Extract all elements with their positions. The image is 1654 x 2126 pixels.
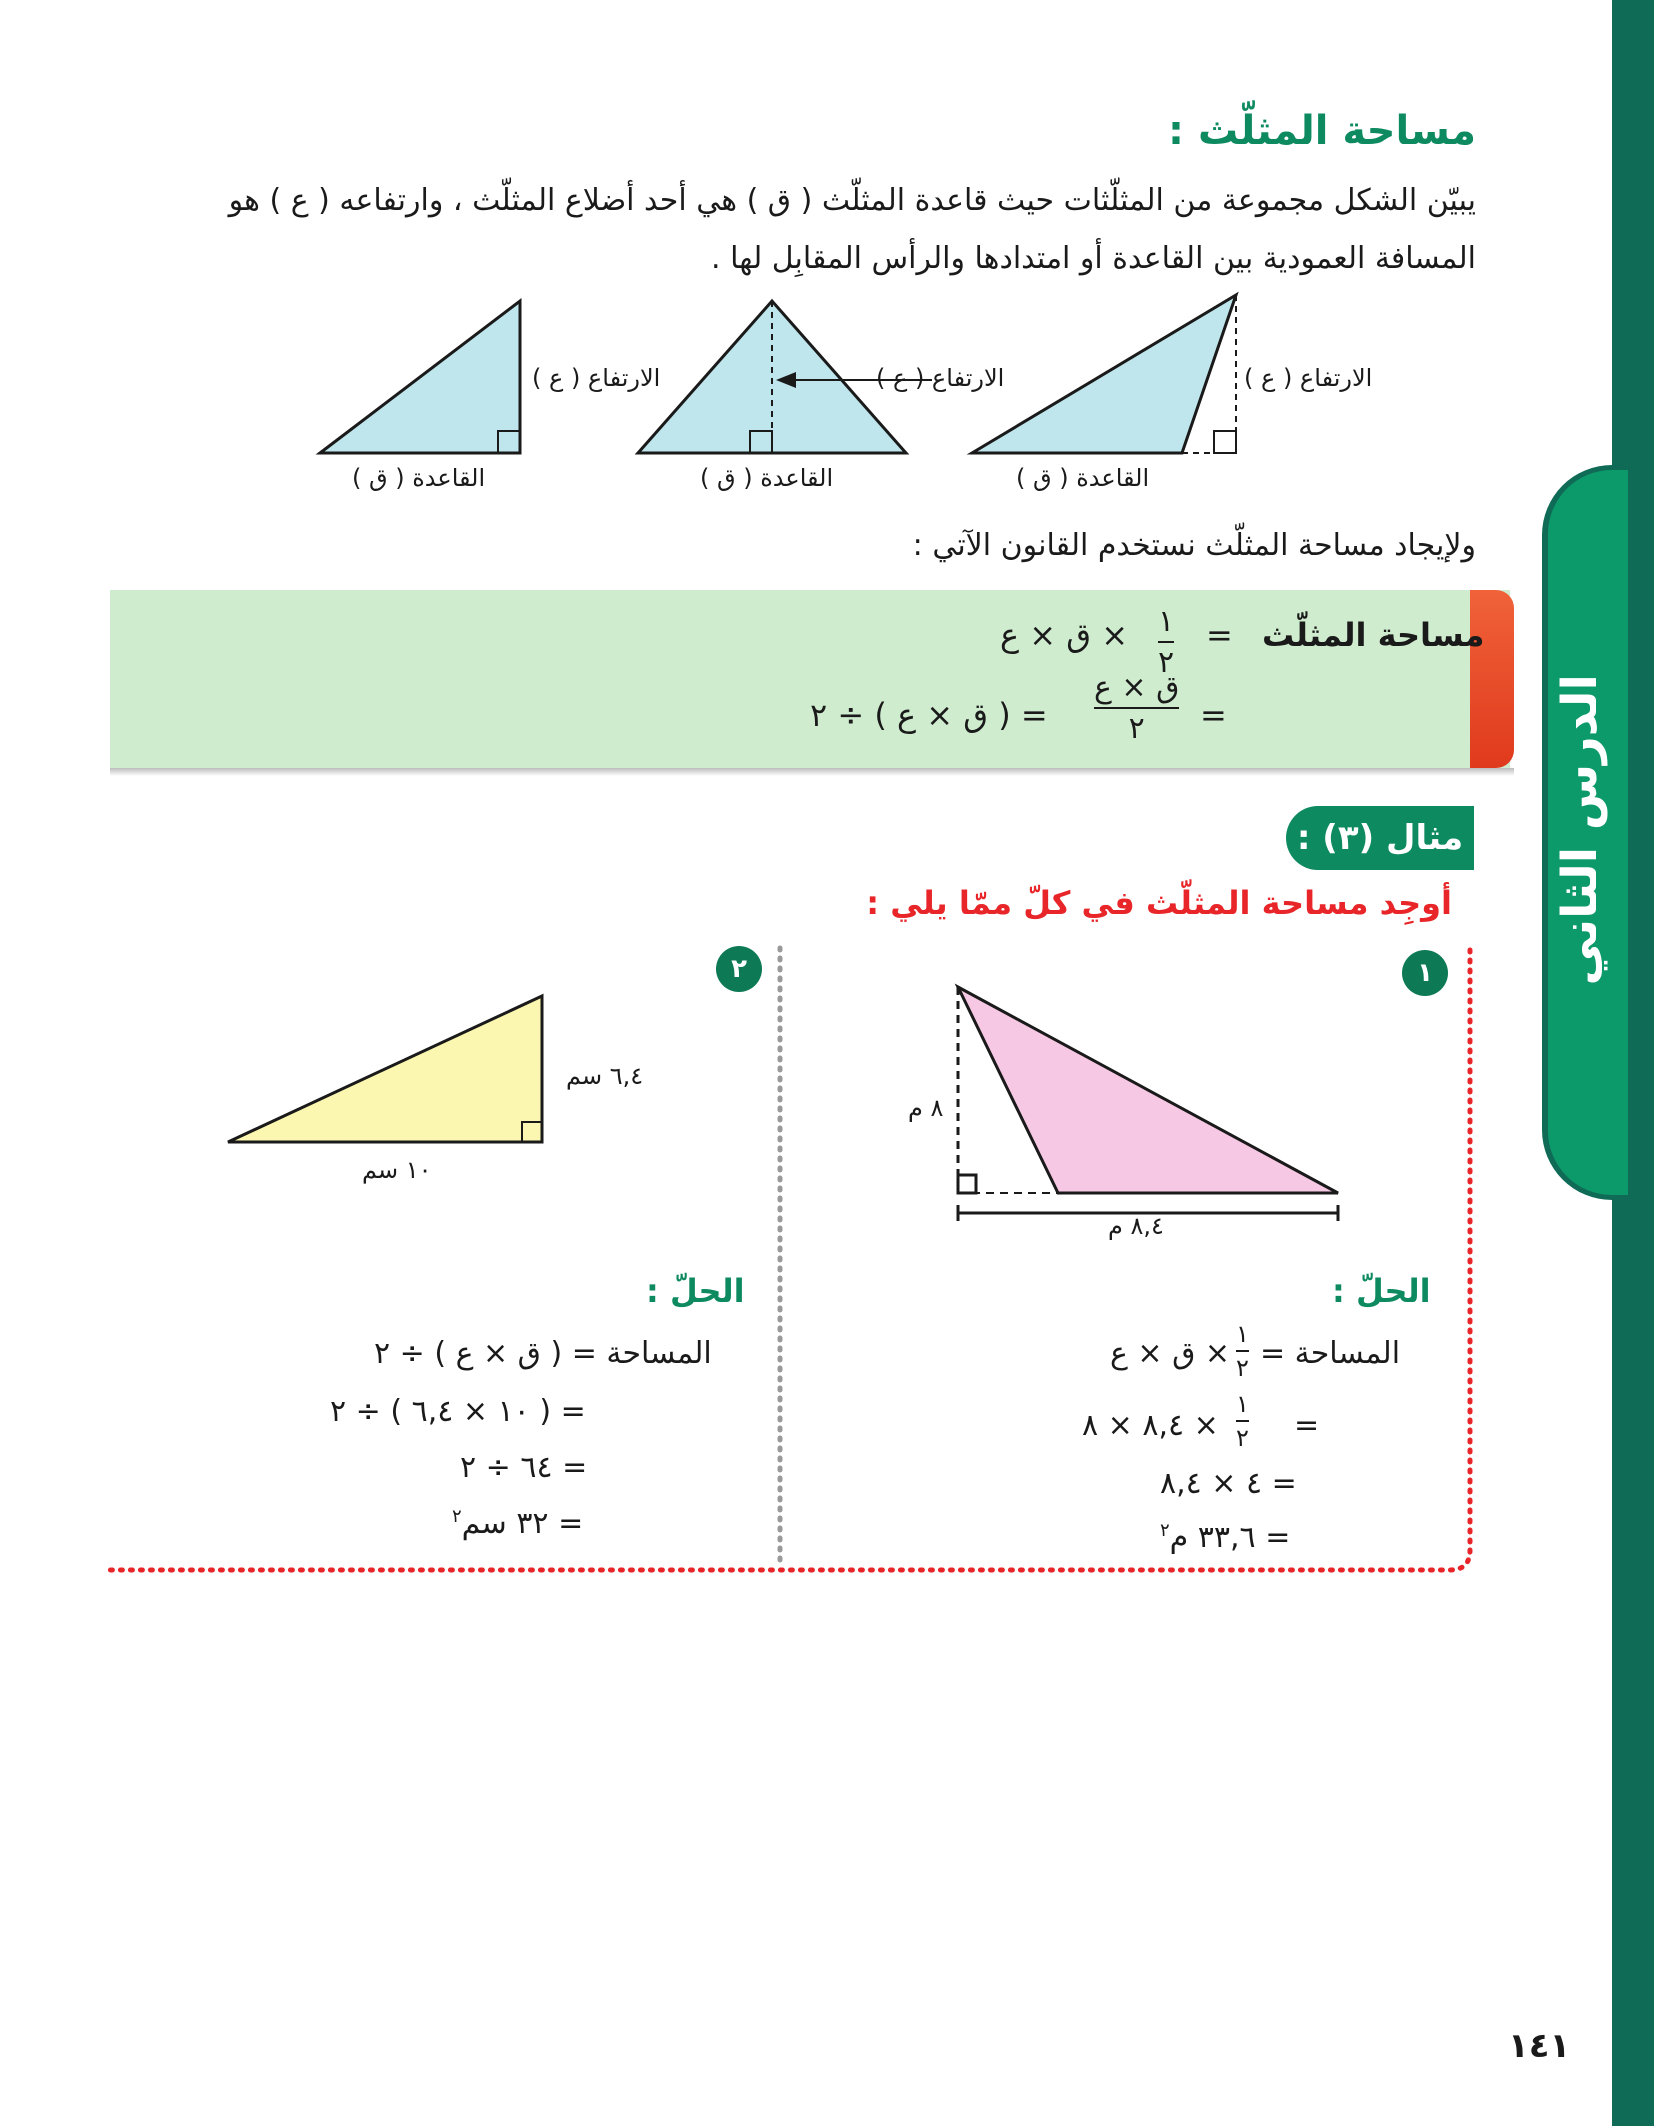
page-number: ١٤١ <box>1508 2026 1571 2066</box>
problem-1-line2-eq: = <box>1294 1408 1320 1443</box>
t1-height-label: الارتفاع ( ع ) <box>532 364 661 392</box>
triangle-obtuse <box>972 295 1236 453</box>
problem-1-line1-suffix: × ق × ع <box>1110 1336 1231 1371</box>
problem-1-solution-title: الحلّ : <box>1332 1272 1431 1310</box>
problem-1-line4: = ٣٣,٦ م$^٢$ <box>1160 1520 1291 1555</box>
problem-1-line2-half: ١ ٢ <box>1236 1390 1249 1452</box>
intro-paragraph: يبيّن الشكل مجموعة من المثلّثات حيث قاعدة المثلّث ( ق ) هي أحد أضلاع المثلّث ، وارتفاعه ( ع ) هو المسافة العمودية بين القاعدة أو امتدادها والرأس المقابِل لها . <box>228 183 1476 276</box>
t2-base-label: القاعدة ( ق ) <box>700 464 834 492</box>
t2-height-label: الارتفاع ( ع ) <box>876 364 1005 392</box>
formula-eq-2: = <box>1200 696 1227 734</box>
problem-2-base-label: ١٠ سم <box>362 1156 432 1184</box>
t3-base-label: القاعدة ( ق ) <box>1016 464 1150 492</box>
problem-2-line4: = ٣٢ سم$^٢$ <box>452 1506 584 1541</box>
problem-1-line2: × ٨,٤ × ٨ <box>1082 1408 1219 1443</box>
formula-fraction: ق × ع ٢ <box>1094 670 1180 746</box>
formula-line2-rest: = ( ق × ع ) ÷ ٢ <box>810 696 1048 734</box>
problem-2-line1: المساحة = ( ق × ع ) ÷ ٢ <box>374 1336 712 1371</box>
problem-2-solution-title: الحلّ : <box>646 1272 745 1310</box>
problem-1-badge: ١ <box>1402 950 1448 996</box>
example-task: أوجِد مساحة المثلّث في كلّ ممّا يلي : <box>866 884 1452 922</box>
formula-eq-1: = <box>1206 616 1233 654</box>
problem-1-line1-prefix: المساحة = <box>1260 1336 1401 1371</box>
section-title: مساحة المثلّث : <box>1168 108 1476 154</box>
formula-lhs: مساحة المثلّث <box>1262 616 1485 654</box>
problem-1-triangle <box>940 975 1360 1235</box>
problem-2-line3: = ٦٤ ÷ ٢ <box>460 1450 588 1485</box>
formula-line1-rest: × ق × ع <box>1000 616 1129 654</box>
problem-2-badge: ٢ <box>716 946 762 992</box>
problem-2-triangle <box>220 990 550 1150</box>
law-intro: ولإيجاد مساحة المثلّث نستخدم القانون الآتي : <box>912 528 1476 563</box>
problem-1-height-label: ٨ م <box>908 1094 944 1122</box>
sidebar-lesson-label: الدرس الثاني <box>1552 674 1608 986</box>
problem-1-base-label: ٨,٤ م <box>1108 1212 1164 1240</box>
t1-base-label: القاعدة ( ق ) <box>352 464 486 492</box>
example-badge: مثال (٣) : <box>1286 806 1474 870</box>
t3-height-label: الارتفاع ( ع ) <box>1244 364 1373 392</box>
problem-1-line1-half: ١ ٢ <box>1236 1320 1249 1382</box>
problem-1-line3: = ٤ × ٨,٤ <box>1160 1466 1297 1501</box>
triangle-right <box>320 301 520 453</box>
formula-half: ١ ٢ <box>1158 604 1175 680</box>
formula-shadow <box>110 768 1514 776</box>
problem-2-height-label: ٦,٤ سم <box>566 1062 644 1090</box>
problem-2-line2: = ( ١٠ × ٦,٤ ) ÷ ٢ <box>330 1394 586 1429</box>
